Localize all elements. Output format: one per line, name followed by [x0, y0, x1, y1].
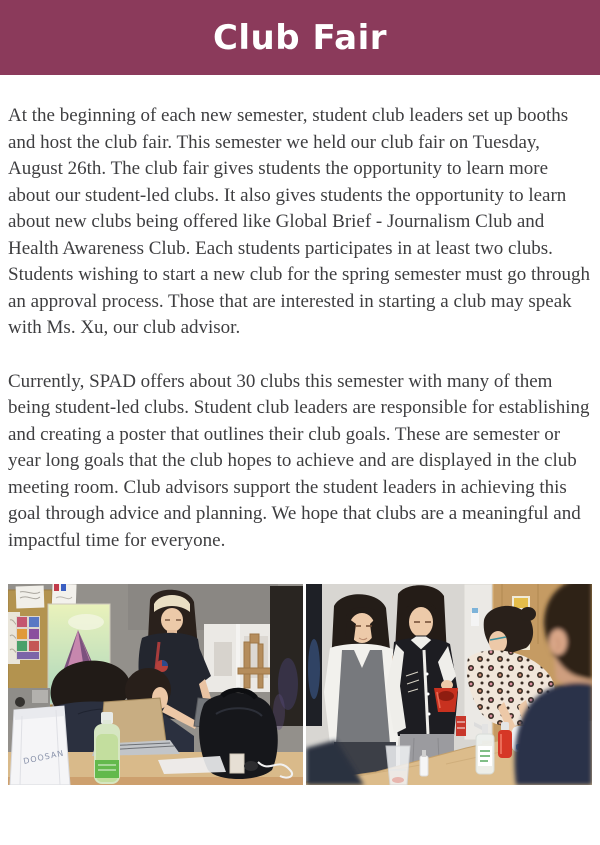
mini-drawings-collage — [16, 616, 40, 660]
article-body — [0, 75, 600, 554]
dark-canvas — [270, 586, 303, 730]
article-paragraph-2: Currently, SPAD offers about 30 clubs this semester with many of them being student-led clubs. Student club leaders are responsible for establishing and creating a poster that outlines their club goals. These are semester or year long goals that the club hopes to achieve and are displayed in the club meeting room. Club advisors support the student leaders in achieving this goal through advice and planning. We hope that clubs are a meaningful and impactful time for everyone. — [8, 370, 590, 551]
photo-club-fair-laptops — [8, 584, 303, 785]
dropper-bottle — [420, 756, 428, 776]
page-title: Club Fair — [212, 17, 388, 58]
computer-mouse — [244, 761, 258, 771]
red-cup — [434, 688, 458, 712]
page-header-banner — [0, 0, 600, 75]
photo-row — [8, 584, 592, 785]
photo-club-activity — [306, 584, 592, 785]
bulletin-board — [8, 586, 52, 706]
article-paragraph-1: At the beginning of each new semester, student club leaders set up booths and host the club fair. This semester we held our club fair on Tuesday, August 26th. The club fair gives students the opportunity to learn more about our student-led clubs. It also gives students the opportunity to learn about new clubs being offered like Global Brief - Journalism Club and Health Awareness Club. Each students participates in at least two clubs. Students wishing to start a new club for the spring semester must go through an approval process. Those that are interested in starting a club may speak with Ms. Xu, our club advisor. — [8, 105, 591, 338]
door-sign — [456, 716, 466, 736]
doosan-bag — [10, 706, 70, 785]
bag-brand-text: DOOSAN — [22, 748, 65, 766]
